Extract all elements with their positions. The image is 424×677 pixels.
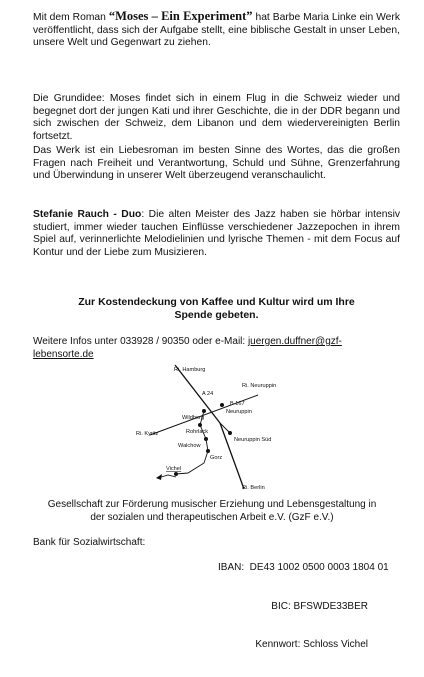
novel-paragraph: Das Werk ist ein Liebesroman im besten Sinne des Wortes, das die großen Fragen nach Freiheit und Verantwortung, Schuld und Sühne, Grenzerfahrung und Überwindung in unserer Welt überzeugend veranschaulicht. bbox=[33, 145, 400, 181]
walchow-dot bbox=[204, 437, 208, 441]
duo-description: : Die alten Meister des Jazz haben sie hörbar intensiv studiert, immer wieder tauchen Einflüsse verschiedener Jazzepochen in ihrem Spiel auf, verinnerlichte Melodielinien und lyrische Themen - mit dem Focus auf Kontur und der Liebe zum Musizieren. bbox=[33, 209, 401, 258]
society-line-2: der sozialen und therapeutischen Arbeit e.V. (GzF e.V.) bbox=[90, 512, 334, 523]
idea-paragraph: Die Grundidee: Moses findet sich in einem Flug in die Schweiz wieder und begegnet dort der jungen Kati und ihrer Geschichte, die in der DDR begann und sich zwischen der Schweiz, dem Libanon und dem wiedervereinigten Berlin fortsetzt. bbox=[33, 93, 400, 142]
label-neuruppin-sued: Neuruppin Süd bbox=[234, 437, 272, 443]
intro-prefix: Mit dem Roman bbox=[33, 12, 109, 23]
intro-rest: hat Barbe Maria Linke ein Werk veröffentlicht, dass sich der Aufgabe stellt, eine biblische Gestalt in unser Leben, unsere Welt und Gegenwart zu ziehen. bbox=[33, 12, 400, 48]
contact-info bbox=[33, 336, 403, 361]
label-a24: A 24 bbox=[202, 391, 214, 397]
road-to-berlin bbox=[220, 423, 244, 489]
wildberg-dot bbox=[202, 409, 206, 413]
label-rohrlack: Rohrlack bbox=[186, 429, 209, 435]
donation-line-1: Zur Kostendeckung von Kaffee und Kultur wird um Ihre bbox=[78, 296, 355, 308]
bank-details bbox=[218, 537, 389, 677]
neuruppin-sued-dot bbox=[228, 431, 232, 435]
email-link[interactable]: juergen.duffner@gzf- bbox=[247, 336, 342, 347]
rohrlack-dot bbox=[198, 423, 202, 427]
gorz-dot bbox=[206, 449, 210, 453]
label-berlin: Ri. Berlin bbox=[242, 485, 265, 491]
donation-line-2: Spende gebeten. bbox=[174, 309, 259, 321]
label-neuruppin-direction: Ri. Neuruppin bbox=[242, 383, 277, 389]
bank-kennwort: Kennwort: Schloss Vichel bbox=[255, 638, 368, 650]
society-name bbox=[20, 498, 404, 524]
arrow-head-icon bbox=[156, 474, 162, 480]
book-title: “Moses – Ein Experiment” bbox=[108, 9, 253, 23]
email-link-continued[interactable]: lebensorte.de bbox=[33, 348, 94, 360]
route-map bbox=[130, 361, 280, 491]
bank-label: Bank für Sozialwirtschaft: bbox=[33, 537, 146, 548]
label-vichel: Vichel bbox=[166, 466, 182, 472]
intro-paragraph bbox=[33, 10, 400, 50]
contact-prefix: Weitere Infos unter 033928 / 90350 oder e-Mail: bbox=[33, 336, 248, 347]
label-neuruppin: Neuruppin bbox=[226, 409, 252, 415]
donation-note bbox=[33, 296, 400, 322]
vichel-dot bbox=[174, 472, 178, 476]
neuruppin-dot bbox=[220, 403, 224, 407]
label-kyritz: Ri. Kyritz bbox=[136, 431, 159, 437]
duo-name: Stefanie Rauch - Duo bbox=[33, 209, 142, 220]
label-hamburg: Ri. Hamburg bbox=[174, 367, 206, 373]
society-line-1: Gesellschaft zur Förderung musischer Erziehung und Lebensgestaltung in bbox=[47, 499, 377, 510]
label-gorz: Gorz bbox=[210, 455, 223, 461]
duo-paragraph bbox=[33, 209, 400, 259]
label-walchow: Walchow bbox=[178, 443, 201, 449]
label-wildberg: Wildberg bbox=[182, 415, 205, 421]
bank-iban: IBAN: DE43 1002 0500 0003 1804 01 bbox=[218, 562, 389, 574]
bank-bic: BIC: BFSWDE33BER bbox=[271, 600, 368, 612]
label-b167: B 167 bbox=[230, 401, 245, 407]
